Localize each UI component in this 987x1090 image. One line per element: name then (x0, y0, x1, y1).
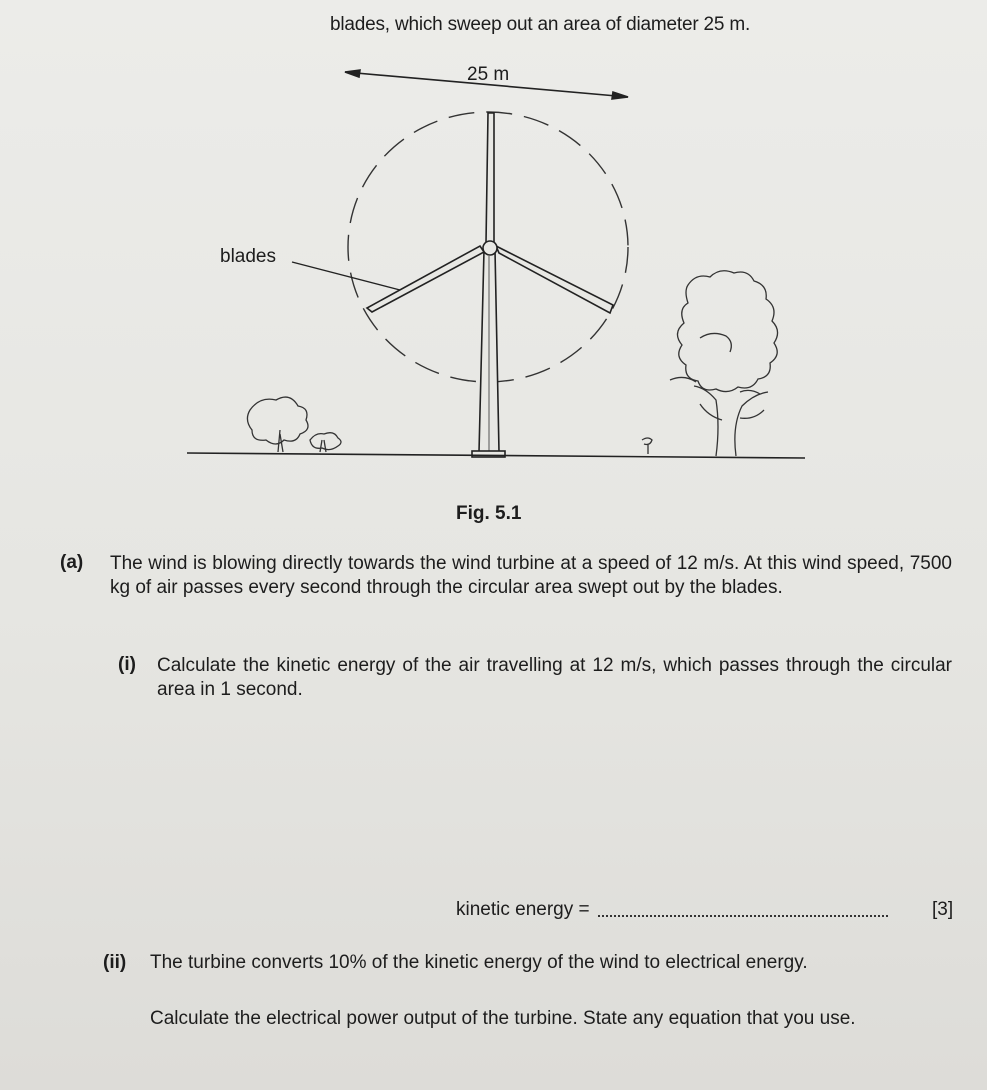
question-i-text: Calculate the kinetic energy of the air travelling at 12 m/s, which passes through the circular area in 1 second. (157, 655, 952, 700)
turbine-tower (472, 250, 505, 457)
diameter-label: 25 m (467, 64, 510, 85)
question-a-label: (a) (60, 552, 84, 573)
question-a-text: The wind is blowing directly towards the wind turbine at a speed of 12 m/s. At this wind speed, 7500 kg of air passes every second through the circular area swept out by the blades. (110, 553, 952, 598)
blades-label: blades (220, 246, 276, 267)
wind-turbine-figure (0, 0, 987, 520)
blades-pointer (292, 262, 400, 290)
kinetic-energy-answer-label: kinetic energy = (456, 899, 590, 920)
question-ii-instruction: Calculate the electrical power output of the turbine. State any equation that you use. (150, 1008, 856, 1029)
bush-drawing (247, 397, 341, 452)
tree-drawing (642, 271, 778, 456)
figure-caption: Fig. 5.1 (456, 503, 522, 524)
question-ii-text: The turbine converts 10% of the kinetic energy of the wind to electrical energy. (150, 952, 808, 973)
kinetic-energy-answer-row (456, 899, 888, 921)
marks-label: [3] (932, 899, 954, 920)
kinetic-energy-answer-line[interactable] (598, 899, 888, 917)
question-ii-label: (ii) (103, 952, 127, 973)
question-i-label: (i) (118, 654, 136, 675)
intro-text: blades, which sweep out an area of diameter 25 m. (330, 14, 751, 35)
